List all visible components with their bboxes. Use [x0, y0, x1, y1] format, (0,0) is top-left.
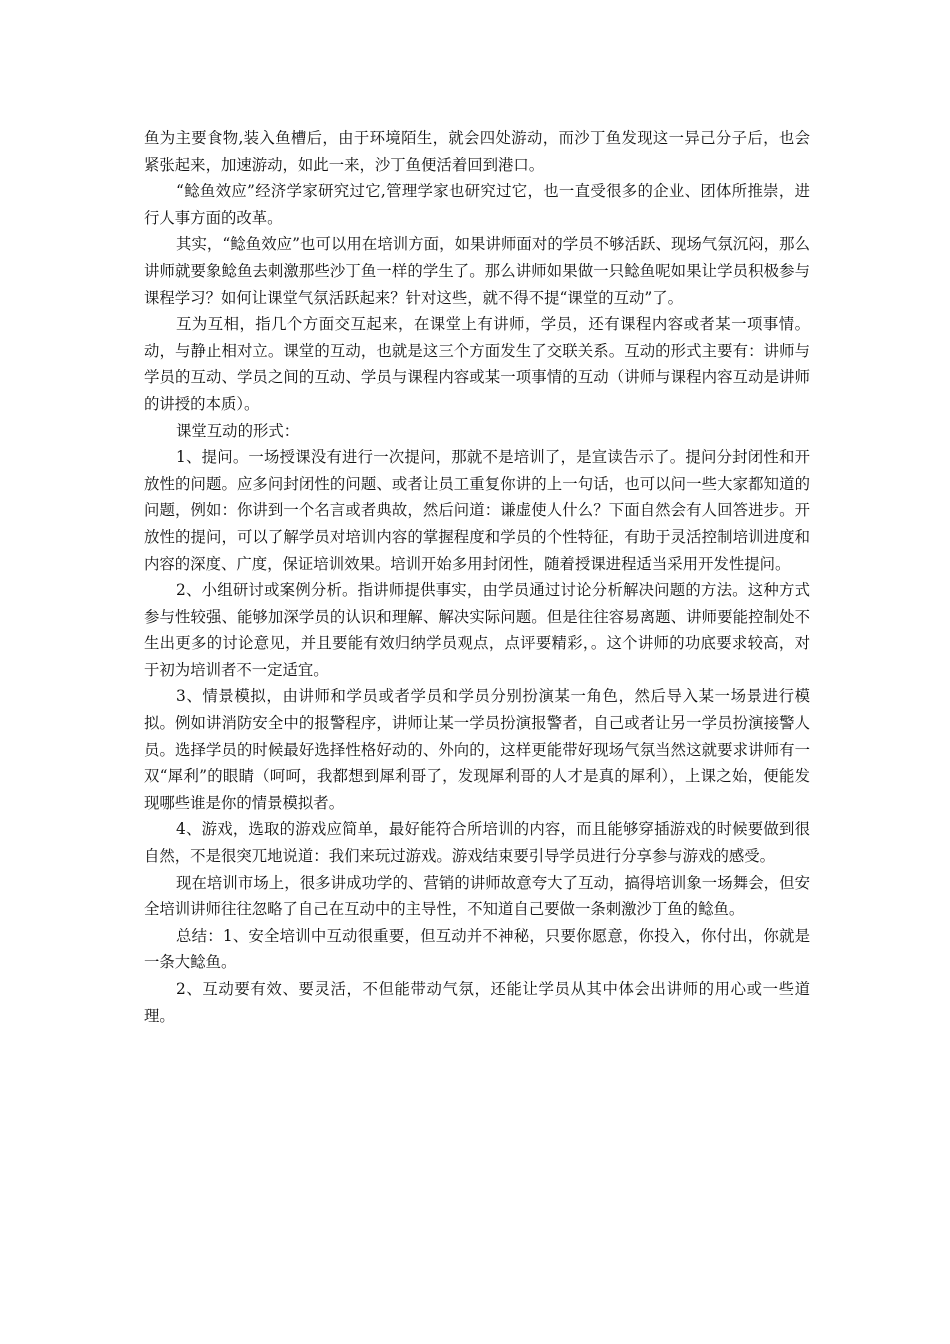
paragraph-item-1-questioning: 1、提问。一场授课没有进行一次提问，那就不是培训了，是宣读告示了。提问分封闭性和开放性的问题。应多问封闭性的问题、或者让员工重复你讲的上一句话，也可以问一些大家都知道的问题，例如：你讲到一个名言或者典故，然后问道：谦虚使人什么？下面自然会有人回答进步。开放性的提问，可以了解学员对培训内容的掌握程度和学员的个性特征，有助于灵活控制培训进度和内容的深度、广度，保证培训效果。培训开始多用封闭性，随着授课进程适当采用开发性提问。: [144, 448, 810, 573]
paragraph-summary-2: 2、互动要有效、要灵活，不但能带动气氛，还能让学员从其中体会出讲师的用心或一些道理。: [144, 980, 810, 1025]
paragraph-2: “鲶鱼效应”经济学家研究过它,管理学家也研究过它，也一直受很多的企业、团体所推崇，进行人事方面的改革。: [144, 182, 810, 227]
paragraph-item-4-games: 4、游戏，选取的游戏应简单，最好能符合所培训的内容，而且能够穿插游戏的时候要做到很自然，不是很突兀地说道：我们来玩过游戏。游戏结束要引导学员进行分享参与游戏的感受。: [144, 820, 810, 866]
paragraph-item-3-scenario-simulation: 3、情景模拟，由讲师和学员或者学员和学员分别扮演某一角色，然后导入某一场景进行模拟。例如讲消防安全中的报警程序，讲师让某一学员扮演报警者，自己或者让另一学员扮演接警人员。选择学员的时候最好选择性格好动的、外向的，这样更能带好现场气氛当然这就要求讲师有一双“犀利”的眼睛（呵呵，我都想到犀利哥了，发现犀利哥的人才是真的犀利），上课之始，便能发现哪些谁是你的情景模拟者。: [144, 687, 810, 812]
section-heading-interaction-forms: 课堂互动的形式：: [176, 421, 300, 440]
paragraph-item-2-group-discussion: 2、小组研讨或案例分析。指讲师提供事实，由学员通过讨论分析解决问题的方法。这种方式参与性较强、能够加深学员的认识和理解、解决实际问题。但是往往容易离题、讲师要能控制处不生出更多的讨论意见，并且要能有效归纳学员观点，点评要精彩，。这个讲师的功底要求较高，对于初为培训者不一定适宜。: [144, 581, 810, 679]
paragraph-4: 互为互相，指几个方面交互起来，在课堂上有讲师，学员，还有课程内容或者某一项事情。动，与静止相对立。课堂的互动，也就是这三个方面发生了交联关系。互动的形式主要有：讲师与学员的互动、学员之间的互动、学员与课程内容或某一项事情的互动（讲师与课程内容互动是讲师的讲授的本质）。: [144, 315, 810, 413]
paragraph-1: 鱼为主要食物,装入鱼槽后，由于环境陌生，就会四处游动，而沙丁鱼发现这一异己分子后，也会紧张起来，加速游动，如此一来，沙丁鱼便活着回到港口。: [144, 129, 810, 174]
paragraph-summary-1: 总结：1、安全培训中互动很重要，但互动并不神秘，只要你愿意，你投入，你付出，你就是一条大鲶鱼。: [144, 926, 810, 972]
paragraph-3: 其实，“鲶鱼效应”也可以用在培训方面，如果讲师面对的学员不够活跃、现场气氛沉闷，那么讲师就要象鲶鱼去刺激那些沙丁鱼一样的学生了。那么讲师如果做一只鲶鱼呢如果让学员积极参与课程学习？如何让课堂气氛活跃起来？针对这些，就不得不提“课堂的互动”了。: [144, 235, 810, 307]
document-body: [144, 125, 810, 1029]
paragraph-market-observation: 现在培训市场上，很多讲成功学的、营销的讲师故意夸大了互动，搞得培训象一场舞会，但安全培训讲师往往忽略了自己在互动中的主导性，不知道自己要做一条刺激沙丁鱼的鲶鱼。: [144, 873, 810, 919]
